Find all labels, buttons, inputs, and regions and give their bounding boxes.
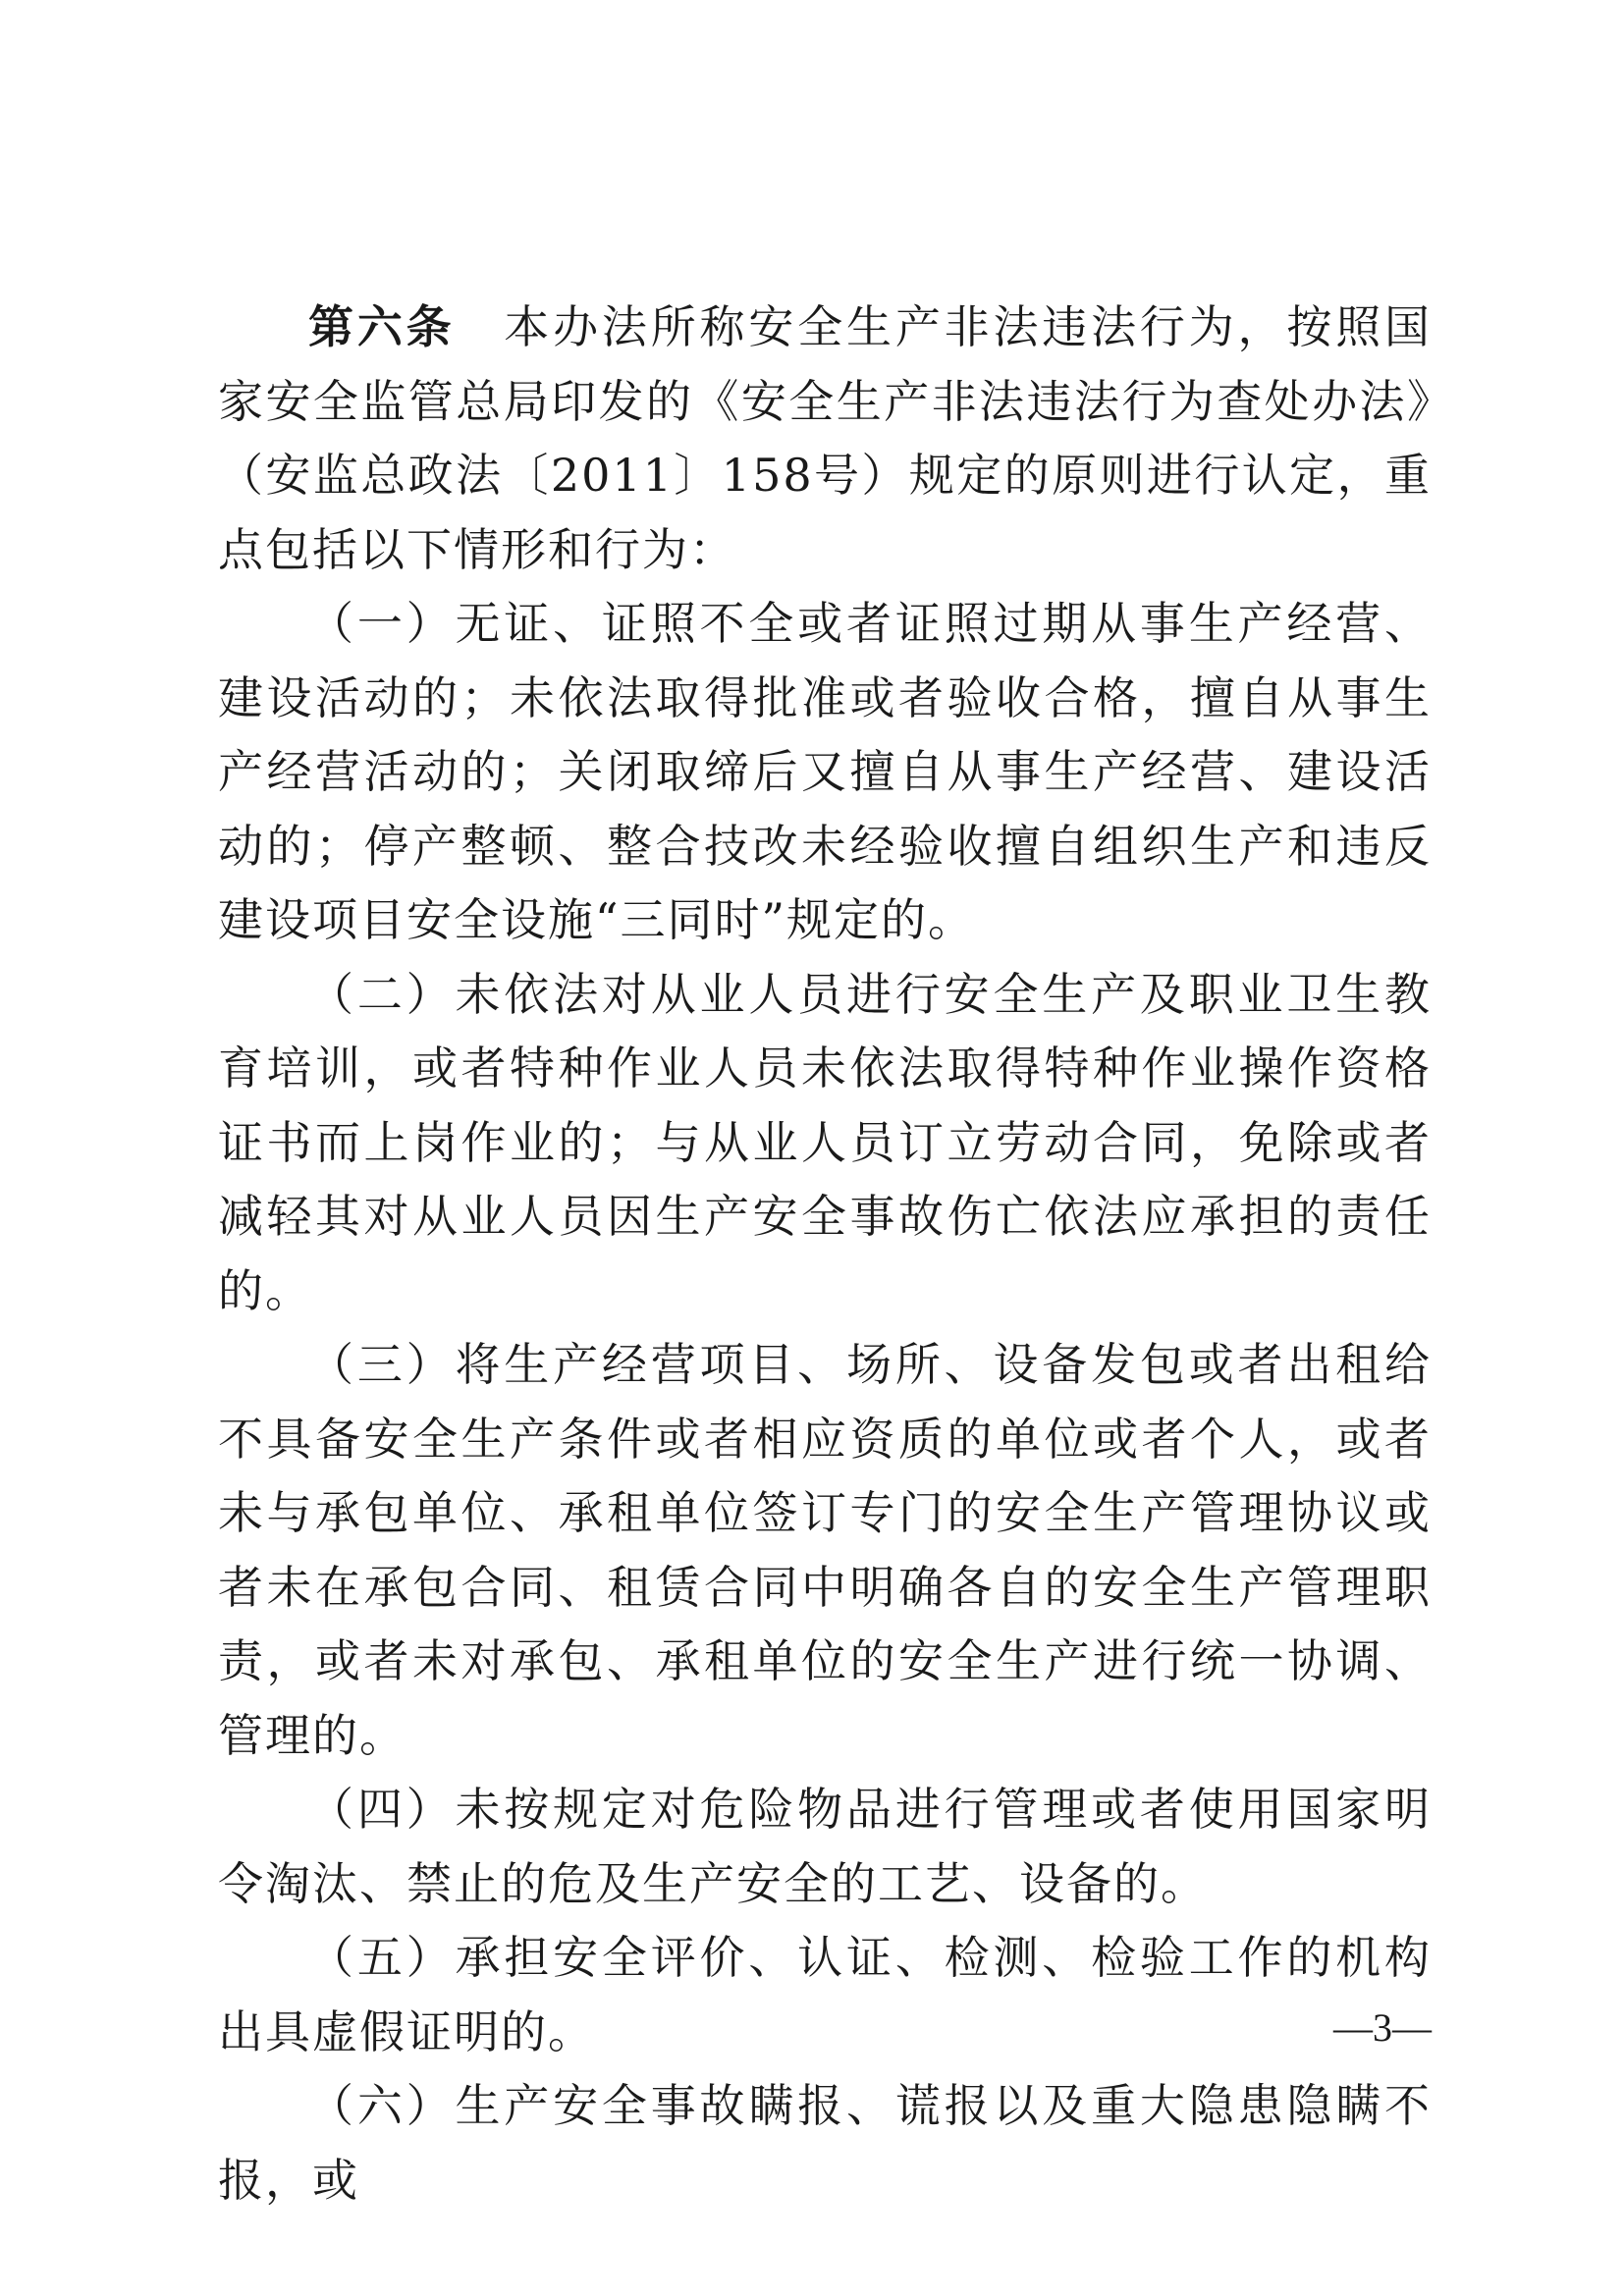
- list-item-6: （六）生产安全事故瞒报、谎报以及重大隐患隐瞒不报，或: [218, 2079, 1432, 2207]
- document-body: [218, 291, 1432, 2217]
- list-item-2: （二）未依法对从业人员进行安全生产及职业卫生教育培训，或者特种作业人员未依法取得特种作业操作资格证书而上岗作业的；与从业人员订立劳动合同，免除或者减轻其对从业人员因生产安全事故伤亡依法应承担的责任的。: [218, 967, 1432, 1317]
- article-text: 本办法所称安全生产非法违法行为，按照国家安全监管总局印发的《安全生产非法违法行为查处办法》（安监总政法〔2011〕158号）规定的原则进行认定，重点包括以下情形和行为：: [218, 300, 1433, 576]
- list-item-1: （一）无证、证照不全或者证照过期从事生产经营、建设活动的；未依法取得批准或者验收合格，擅自从事生产经营活动的；关闭取缔后又擅自从事生产经营、建设活动的；停产整顿、整合技改未经验收擅自组织生产和违反建设项目安全设施“三同时”规定的。: [218, 597, 1432, 946]
- article-number: 第六条: [308, 300, 456, 353]
- article-paragraph: [218, 291, 1432, 587]
- page-number: —3—: [1333, 2005, 1432, 2050]
- list-item-4: （四）未按规定对危险物品进行管理或者使用国家明令淘汰、禁止的危及生产安全的工艺、设备的。: [218, 1783, 1432, 1910]
- list-item-5: （五）承担安全评价、认证、检测、检验工作的机构出具虚假证明的。: [218, 1931, 1432, 2058]
- list-item-3: （三）将生产经营项目、场所、设备发包或者出租给不具备安全生产条件或者相应资质的单位或者个人，或者未与承包单位、承租单位签订专门的安全生产管理协议或者未在承包合同、租赁合同中明确各自的安全生产管理职责，或者未对承包、承租单位的安全生产进行统一协调、管理的。: [218, 1338, 1432, 1762]
